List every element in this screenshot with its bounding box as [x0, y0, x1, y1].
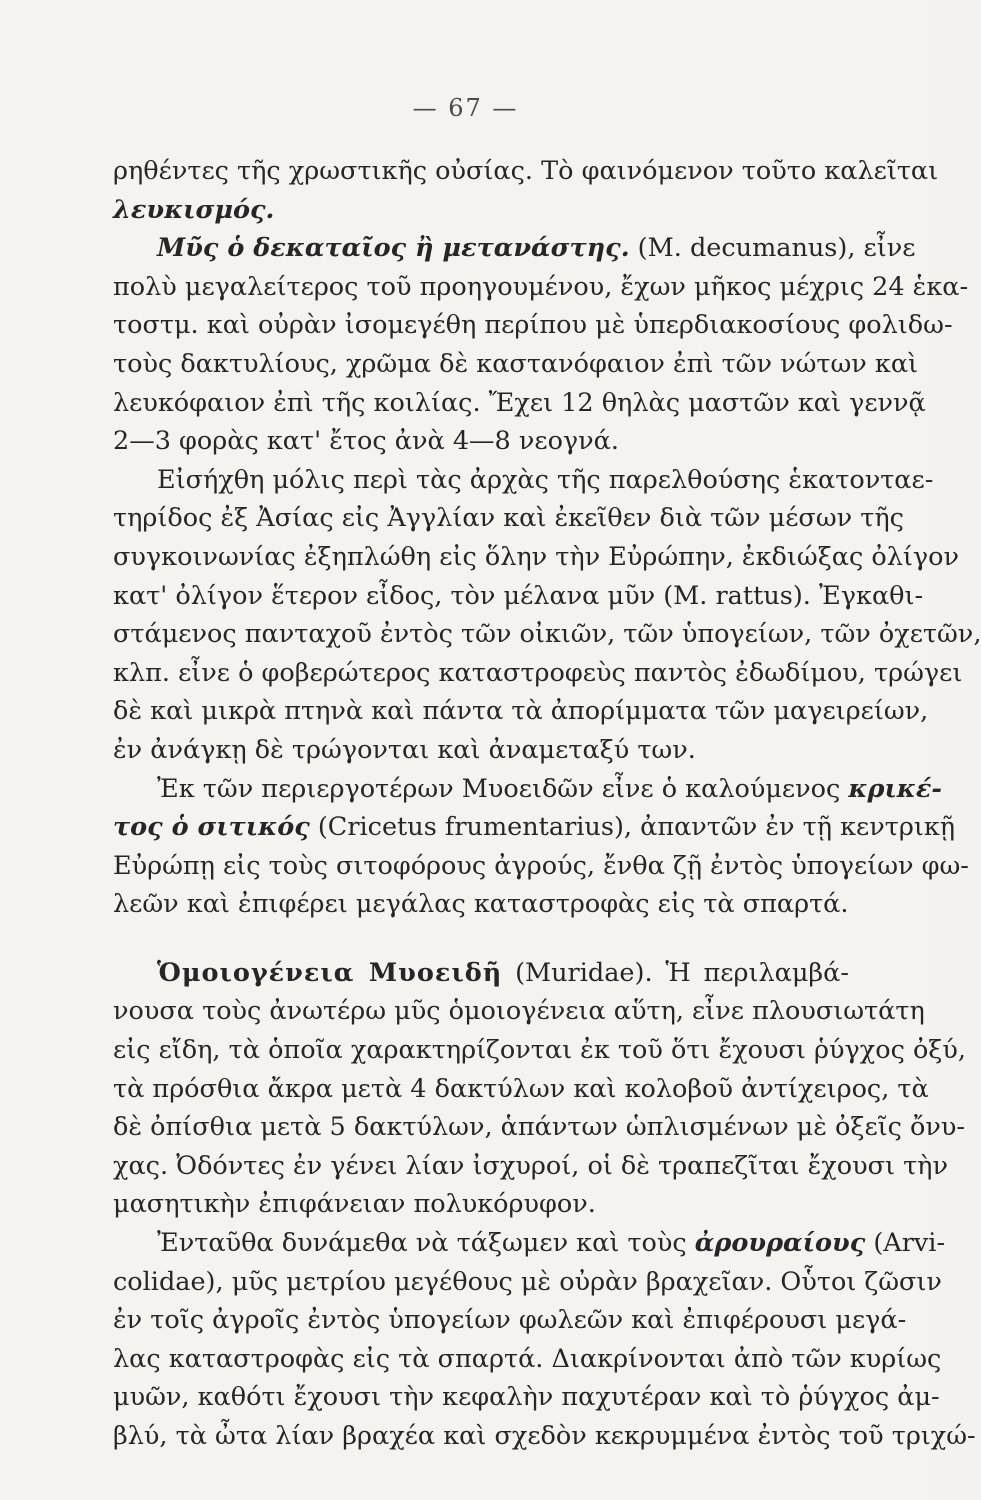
emphasized-term: κρικέ- — [848, 773, 942, 804]
text-run: τὰ πρόσθια ἄκρα μετὰ 4 δακτύλων καὶ κολοβοῦ ἀντίχειρος, τὰ — [113, 1073, 929, 1104]
text-line — [113, 692, 929, 731]
text-run: βλύ, τὰ ὦτα λίαν βραχέα καὶ σχεδὸν κεκρυμμένα ἐντὸς τοῦ τριχώ- — [113, 1421, 976, 1451]
text-line — [113, 615, 981, 654]
text-run: στάμενος πανταχοῦ ἐντὸς τῶν οἰκιῶν, τῶν ὑπογείων, τῶν ὀχετῶν, — [113, 619, 981, 650]
text-run: συγκοινωνίας ἐξηπλώθη εἰς ὅλην τὴν Εὐρώπην, ἐκδιώξας ὀλίγον — [113, 541, 959, 572]
text-line — [113, 384, 926, 423]
text-line — [113, 1031, 966, 1070]
text-line — [113, 885, 849, 924]
text-line — [113, 1301, 907, 1340]
text-line — [113, 422, 849, 461]
text-line — [113, 1340, 942, 1379]
text-line — [113, 770, 942, 809]
text-line — [113, 191, 849, 230]
text-run: μασητικὴν ἐπιφάνειαν πολυκόρυφον. — [113, 1189, 596, 1220]
text-run: λας καταστροφὰς εἰς τὰ σπαρτά. Διακρίνονται ἀπὸ τῶν κυρίως — [113, 1343, 942, 1374]
text-line — [113, 268, 969, 307]
text-line — [113, 577, 924, 616]
text-run: χας. Ὀδόντες ἐν γένει λίαν ἰσχυροί, οἱ δὲ τραπεζῖται ἔχουσι τὴν — [113, 1150, 948, 1181]
text-run: ἐν ἀνάγκῃ δὲ τρώγονται καὶ ἀναμεταξύ των. — [113, 734, 696, 765]
text-line — [113, 1108, 966, 1147]
page-number: — 67 — — [412, 94, 519, 122]
text-run: τοστμ. καὶ οὐρὰν ἰσομεγέθη περίπου μὲ ὑπερδιακοσίους φολιδω- — [113, 310, 953, 341]
emphasized-term: ἀρουραίους — [694, 1228, 866, 1259]
text-line — [113, 1417, 976, 1456]
text-run: ἐν τοῖς ἀγροῖς ἐντὸς ὑπογείων φωλεῶν καὶ ἐπιφέρουσι μεγά- — [113, 1305, 907, 1336]
text-run: (Arvi- — [865, 1228, 946, 1259]
text-run: λεῶν καὶ ἐπιφέρει μεγάλας καταστροφὰς εἰς τὰ σπαρτά. — [113, 889, 849, 920]
text-run: πολὺ μεγαλείτερος τοῦ προηγουμένου, ἔχων μῆκος μέχρις 24 ἑκα- — [113, 271, 969, 302]
text-line — [113, 345, 919, 384]
text-run: Ἐνταῦθα δυνάμεθα νὰ τάξωμεν καὶ τοὺς — [157, 1228, 695, 1259]
text-line — [113, 306, 953, 345]
section-gap — [113, 924, 849, 954]
text-line — [113, 992, 925, 1031]
text-run: λευκόφαιον ἐπὶ τῆς κοιλίας. Ἔχει 12 θηλὰς μαστῶν καὶ γεννᾷ — [113, 387, 926, 418]
text-line — [113, 654, 963, 693]
text-run: 2—3 φορὰς κατ' ἔτος ἀνὰ 4—8 νεογνά. — [113, 426, 620, 457]
text-line — [113, 229, 916, 268]
emphasized-term: τος ὁ σιτικός — [113, 812, 310, 843]
text-run: τοὺς δακτυλίους, χρῶμα δὲ καστανόφαιον ἐπὶ τῶν νώτων καὶ — [113, 348, 919, 379]
text-run: colidae), μῦς μετρίου μεγέθους μὲ οὐρὰν βραχεῖαν. Οὗτοι ζῶσιν — [113, 1266, 942, 1297]
text-line — [113, 1224, 946, 1263]
text-line — [113, 954, 849, 993]
text-line — [113, 1378, 940, 1417]
text-run: Εὐρώπῃ εἰς τοὺς σιτοφόρους ἀγρούς, ἔνθα ζῇ ἐντὸς ὑπογείων φω- — [113, 850, 969, 881]
emphasized-term: Ὁμοιογένεια Μυοειδῆ — [157, 957, 503, 988]
text-run: δὲ ὀπίσθια μετὰ 5 δακτύλων, ἁπάντων ὡπλισμένων μὲ ὀξεῖς ὄνυ- — [113, 1112, 966, 1143]
text-run: (M. decumanus), εἶνε — [629, 233, 916, 264]
text-run: τηρίδος ἐξ Ἀσίας εἰς Ἀγγλίαν καὶ ἐκεῖθεν διὰ τῶν μέσων τῆς — [113, 503, 904, 534]
text-run: Ἐκ τῶν περιεργοτέρων Μυοειδῶν εἶνε ὁ καλούμενος — [157, 773, 849, 804]
text-line — [113, 1147, 948, 1186]
text-line — [113, 1185, 849, 1224]
text-run: νουσα τοὺς ἀνωτέρω μῦς ὁμοιογένεια αὕτη, εἶνε πλουσιωτάτη — [113, 996, 925, 1027]
text-run: (Muridae). Ἡ περιλαμβά- — [502, 957, 849, 988]
text-run: κλπ. εἶνε ὁ φοβερώτερος καταστροφεὺς παντὸς ἐδωδίμου, τρώγει — [113, 657, 963, 688]
text-line — [113, 499, 904, 538]
text-line — [113, 1263, 942, 1302]
text-run: ρηθέντες τῆς χρωστικῆς οὐσίας. Τὸ φαινόμενον τοῦτο καλεῖται — [113, 156, 939, 186]
text-run: δὲ καὶ μικρὰ πτηνὰ καὶ πάντα τὰ ἀπορίμματα τῶν μαγειρείων, — [113, 696, 929, 727]
text-line — [113, 731, 849, 770]
emphasized-term: λευκισμός. — [113, 194, 275, 225]
text-line — [113, 1070, 929, 1109]
emphasized-term: Μῦς ὁ δεκαταῖος ἢ μετανάστης. — [157, 233, 630, 264]
text-line — [113, 847, 969, 886]
text-line — [113, 152, 939, 191]
text-run: μυῶν, καθότι ἔχουσι τὴν κεφαλὴν παχυτέραν καὶ τὸ ῥύγχος ἀμ- — [113, 1382, 940, 1413]
body-text — [113, 152, 981, 1456]
text-run: κατ' ὀλίγον ἕτερον εἶδος, τὸν μέλανα μῦν (M. rattus). Ἐγκαθι- — [113, 580, 924, 611]
text-line — [113, 538, 959, 577]
text-run: εἰς εἴδη, τὰ ὁποῖα χαρακτηρίζονται ἐκ τοῦ ὅτι ἔχουσι ῥύγχος ὀξύ, — [113, 1035, 966, 1066]
text-run: Εἰσήχθη μόλις περὶ τὰς ἀρχὰς τῆς παρελθούσης ἑκατονταε- — [157, 464, 934, 495]
text-line — [113, 461, 934, 500]
text-run: (Cricetus frumentarius), ἀπαντῶν ἐν τῇ κεντρικῇ — [309, 812, 956, 843]
text-line — [113, 808, 956, 847]
